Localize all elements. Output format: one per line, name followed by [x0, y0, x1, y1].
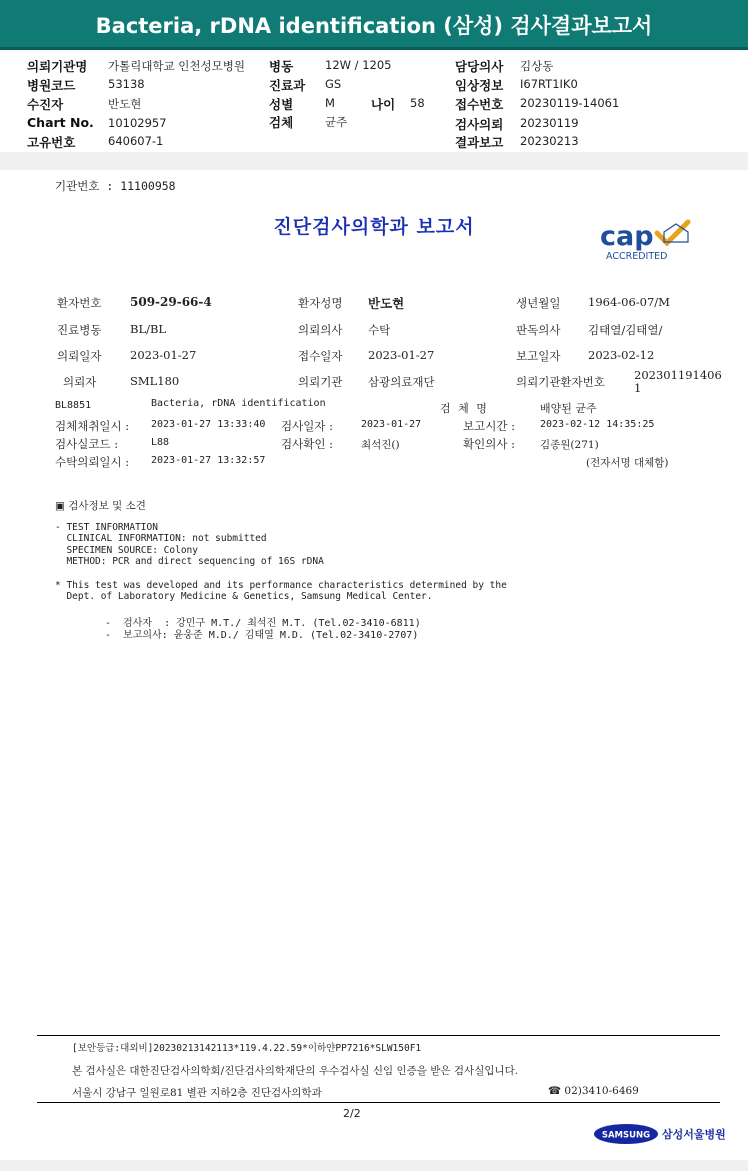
- label-lab-code: 검사실코드 :: [55, 437, 119, 451]
- footer-top-rule: [37, 1035, 720, 1036]
- samsung-hospital-logo: [593, 1122, 726, 1146]
- hdr-value-result: 20230213: [520, 134, 579, 148]
- value-test-date: 2023-01-27: [361, 419, 422, 430]
- samsung-logo-text: SAMSUNG: [601, 1130, 651, 1141]
- hospital-name: 삼성서울병원: [662, 1128, 726, 1141]
- value-inst-patient-no-2: 1: [634, 381, 642, 395]
- hdr-value-patient: 반도현: [108, 97, 142, 111]
- label-req-date: 의뢰일자: [57, 349, 102, 363]
- page-gap: [0, 152, 748, 170]
- test-code: BL8851: [55, 400, 92, 411]
- label-doctor: 의뢰의사: [298, 323, 343, 337]
- hdr-label-specimen: 검체: [269, 115, 294, 130]
- samsung-logo-icon: [593, 1123, 659, 1145]
- hdr-value-dept: GS: [325, 77, 342, 91]
- hdr-label-clinical: 임상정보: [455, 78, 504, 93]
- hdr-label-doctor: 담당의사: [455, 59, 504, 74]
- label-report-date: 보고일자: [516, 349, 561, 363]
- value-req-date: 2023-01-27: [130, 348, 197, 362]
- certification-note: 본 검사실은 대한진단검사의학회/진단검사의학재단의 우수검사실 신임 인증을 받은 검사실입니다.: [72, 1065, 519, 1077]
- value-ward: BL/BL: [130, 322, 167, 336]
- cap-icon: [600, 218, 700, 264]
- hdr-label-age: 나이: [371, 97, 396, 112]
- hdr-value-sex: M: [325, 96, 335, 110]
- hdr-value-clinical: I67RT1IK0: [520, 77, 578, 91]
- staff-line: - 보고의사: 윤웅준 M.D./ 김태열 M.D. (Tel.02-3410-2707): [105, 630, 419, 641]
- hdr-value-uid: 640607-1: [108, 134, 164, 148]
- test-name: Bacteria, rDNA identification: [151, 398, 326, 409]
- hdr-value-specimen: 균주: [325, 115, 348, 129]
- note-line: * This test was developed and its performance characteristics determined by the: [55, 580, 507, 591]
- label-inst-patient-no: 의뢰기관환자번호: [516, 375, 605, 389]
- info-line: CLINICAL INFORMATION: not submitted: [55, 533, 267, 544]
- staff-line: - 검사자 : 강민구 M.T./ 최석진 M.T. (Tel.02-3410-6811): [105, 618, 421, 629]
- hdr-label-chart: Chart No.: [27, 115, 94, 130]
- hdr-value-ward: 12W / 1205: [325, 58, 392, 72]
- value-recv-date: 2023-01-27: [368, 348, 435, 362]
- label-confirm-doctor: 확인의사 :: [463, 437, 515, 451]
- value-lab-code: L88: [151, 437, 170, 448]
- institution-number: 기관번호 : 11100958: [55, 179, 176, 193]
- hdr-label-patient: 수진자: [27, 97, 64, 112]
- value-confirm-doctor: 김종원(271): [540, 439, 599, 451]
- label-test-date: 검사일자 :: [281, 419, 333, 433]
- info-line: - TEST INFORMATION: [55, 522, 158, 533]
- hdr-label-ward: 병동: [269, 59, 294, 74]
- label-report-time: 보고시간 :: [463, 419, 515, 433]
- value-report-date: 2023-02-12: [588, 348, 655, 362]
- findings-header: ▣ 검사정보 및 소견: [55, 500, 146, 512]
- hdr-value-receipt: 20230119-14061: [520, 96, 620, 110]
- value-patient-name: 반도현: [368, 296, 405, 311]
- value-inst-patient-no-1: 202301191406: [634, 368, 722, 382]
- hdr-label-sex: 성별: [269, 97, 294, 112]
- title-underline: [0, 47, 748, 50]
- label-consign: 수탁의뢰일시 :: [55, 455, 130, 469]
- page-bottom-gap: [0, 1160, 748, 1171]
- hdr-value-doctor: 김상동: [520, 59, 554, 73]
- hdr-label-receipt: 접수번호: [455, 97, 504, 112]
- value-report-time: 2023-02-12 14:35:25: [540, 419, 655, 430]
- value-reader: 김태열/김태열/: [588, 323, 663, 337]
- footer-bottom-rule: [37, 1102, 720, 1103]
- esign-note: (전자서명 대체함): [586, 457, 669, 469]
- value-requester: SML180: [130, 374, 180, 388]
- value-confirm: 최석진(): [361, 439, 400, 451]
- label-specimen: 검 체 명: [440, 402, 487, 415]
- hdr-label-hospcode: 병원코드: [27, 78, 76, 93]
- hdr-value-chart: 10102957: [108, 116, 167, 130]
- hdr-value-age: 58: [410, 96, 425, 110]
- label-patient-no: 환자번호: [57, 296, 102, 310]
- label-ward: 진료병동: [57, 323, 102, 337]
- value-doctor: 수탁: [368, 323, 391, 337]
- note-line: Dept. of Laboratory Medicine & Genetics, Samsung Medical Center.: [55, 591, 433, 602]
- label-req-inst: 의뢰기관: [298, 375, 343, 389]
- lab-address: 서울시 강남구 일원로81 별관 지하2층 진단검사의학과: [72, 1087, 322, 1099]
- label-collect: 검체채취일시 :: [55, 419, 130, 433]
- lab-phone: ☎ 02)3410-6469: [548, 1085, 639, 1097]
- report-page: [0, 170, 748, 1160]
- security-line: [보안등급:대외비]20230213142113*119.4.22.59*이하얀PP7216*SLW150F1: [72, 1043, 422, 1054]
- hdr-label-request: 검사의뢰: [455, 117, 504, 132]
- hdr-label-result: 결과보고: [455, 135, 504, 150]
- value-req-inst: 삼광의료재단: [368, 375, 435, 389]
- cap-logo-text: cap: [600, 221, 654, 252]
- label-reader: 판독의사: [516, 323, 561, 337]
- page-number: 2/2: [343, 1107, 361, 1120]
- report-title: 진단검사의학과 보고서: [273, 216, 475, 238]
- label-patient-name: 환자성명: [298, 296, 343, 310]
- hdr-value-hospcode: 53138: [108, 77, 145, 91]
- label-recv-date: 접수일자: [298, 349, 343, 363]
- hdr-label-dept: 진료과: [269, 78, 306, 93]
- document-title: Bacteria, rDNA identification (삼성) 검사결과보고서: [0, 0, 748, 47]
- cap-accredited-logo: [600, 218, 700, 264]
- cap-accredited-text: ACCREDITED: [606, 251, 668, 262]
- label-confirm: 검사확인 :: [281, 437, 333, 451]
- value-consign: 2023-01-27 13:32:57: [151, 455, 266, 466]
- info-line: SPECIMEN SOURCE: Colony: [55, 545, 198, 556]
- value-dob: 1964-06-07/M: [588, 295, 670, 309]
- label-dob: 생년월일: [516, 296, 561, 310]
- value-specimen: 배양된 균주: [540, 402, 597, 415]
- hdr-label-uid: 고유번호: [27, 135, 76, 150]
- value-patient-no: 509-29-66-4: [130, 295, 212, 309]
- hdr-value-request: 20230119: [520, 116, 579, 130]
- label-requester: 의뢰자: [63, 375, 97, 389]
- info-line: METHOD: PCR and direct sequencing of 16S rDNA: [55, 556, 324, 567]
- hdr-label-inst: 의뢰기관명: [27, 59, 88, 74]
- value-collect: 2023-01-27 13:33:40: [151, 419, 266, 430]
- hdr-value-inst: 가톨릭대학교 인천성모병원: [108, 59, 245, 73]
